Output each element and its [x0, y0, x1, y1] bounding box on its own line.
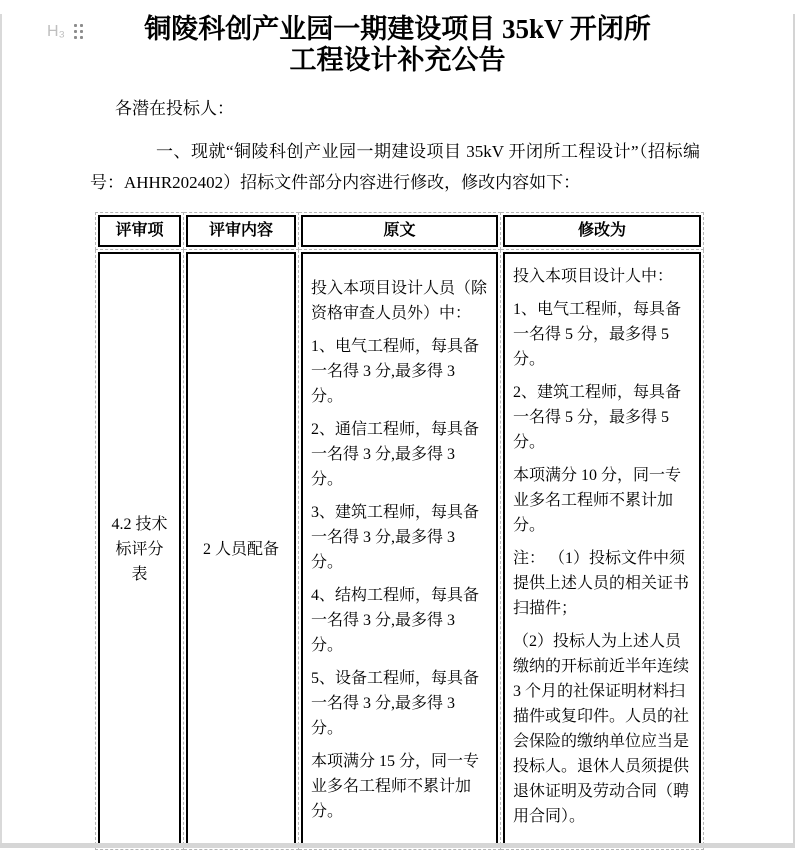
revised-paragraph: 投入本项目设计人中：	[513, 268, 674, 285]
header-label-review-content: 评审内容	[186, 215, 296, 247]
document-title[interactable]	[40, 14, 755, 76]
original-paragraph: 4、结构工程师，每具备一名得 3 分,最多得 3 分。	[311, 586, 480, 654]
cell-original-text[interactable]	[299, 250, 501, 850]
header-cell-original-text[interactable]	[299, 213, 501, 250]
document-title-line2: 工程设计补充公告	[289, 45, 506, 75]
original-paragraph: 1、电气工程师，每具备一名得 3 分,最多得 3 分。	[311, 337, 480, 405]
header-cell-review-item[interactable]	[96, 213, 184, 250]
cell-review-content[interactable]	[184, 250, 299, 850]
editor-left-edge	[0, 14, 2, 848]
revision-table	[95, 212, 704, 850]
original-paragraph: 2、通信工程师，每具备一名得 3 分,最多得 3 分。	[311, 420, 480, 488]
heading-level-indicator: H₃	[47, 22, 66, 40]
original-paragraph: 5、设备工程师，每具备一名得 3 分,最多得 3 分。	[311, 669, 480, 737]
table-header-row	[96, 213, 704, 250]
original-paragraph: 投入本项目设计人员（除资格审查人员外）中：	[311, 279, 488, 322]
header-label-original-text: 原文	[301, 215, 498, 247]
document-title-line1: 铜陵科创产业园一期建设项目 35kV 开闭所	[144, 14, 651, 44]
horizontal-scrollbar[interactable]	[0, 843, 795, 848]
header-label-revised-text: 修改为	[503, 215, 701, 247]
table-row	[96, 250, 704, 850]
revised-paragraph: （2）投标人为上述人员缴纳的开标前近半年连续 3 个月的社保证明材料扫描件或复印件。人员的社会保险的缴纳单位应当是投标人。退休人员须提供退休证明及劳动合同（聘用合同）。	[513, 633, 690, 825]
salutation-paragraph[interactable]: 各潜在投标人：	[115, 99, 234, 118]
original-paragraph: 本项满分 15 分，同一专业多名工程师不累计加分。	[311, 752, 480, 820]
cell-review-item[interactable]	[96, 250, 184, 850]
revised-paragraph: 注： （1）投标文件中须提供上述人员的相关证书扫描件；	[513, 550, 690, 617]
original-paragraph: 3、建筑工程师，每具备一名得 3 分,最多得 3 分。	[311, 503, 480, 571]
review-content-text: 2 人员配备	[202, 541, 279, 558]
cell-revised-text[interactable]	[501, 250, 704, 850]
header-cell-review-content[interactable]	[184, 213, 299, 250]
revised-paragraph: 本项满分 10 分，同一专业多名工程师不累计加分。	[513, 467, 682, 534]
editor-block-gutter	[47, 22, 85, 41]
intro-paragraph[interactable]: 一、现就“铜陵科创产业园一期建设项目 35kV 开闭所工程设计”（招标编号：AHHR202402）招标文件部分内容进行修改，修改内容如下：	[90, 142, 700, 192]
revised-paragraph: 2、建筑工程师，每具备一名得 5 分，最多得 5 分。	[513, 384, 682, 451]
revised-paragraph: 1、电气工程师，每具备一名得 5 分，最多得 5 分。	[513, 301, 682, 368]
drag-handle-icon[interactable]	[72, 22, 85, 41]
review-item-text: 4.2 技术标评分表	[111, 516, 168, 583]
header-cell-revised-text[interactable]	[501, 213, 704, 250]
header-label-review-item: 评审项	[98, 215, 181, 247]
